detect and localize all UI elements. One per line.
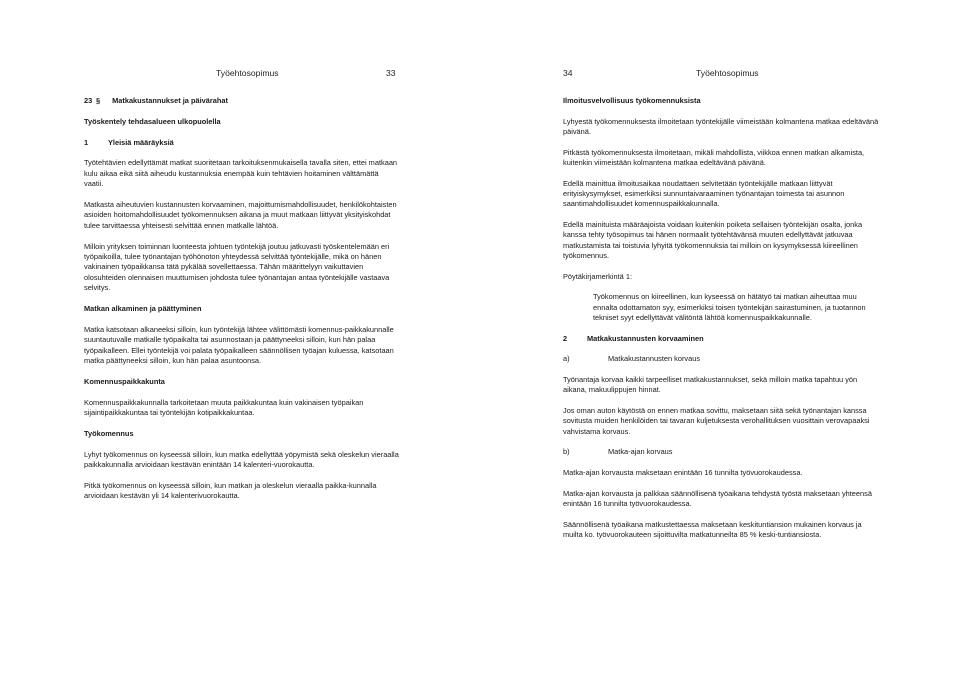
heading-title: Matkakustannusten korvaaminen	[587, 333, 704, 343]
label-a: a)	[563, 354, 570, 364]
paragraph: Pitkä työkomennus on kyseessä silloin, kun matkan ja oleskelun vieraalla paikka-kunnalla arvioidaan kestävän yli 14 kalenterivuorokautta.	[84, 480, 377, 501]
label-b-text: Matka-ajan korvaus	[608, 447, 673, 457]
paragraph: Jos oman auton käytöstä on ennen matkaa sovittu, maksetaan siitä sekä työnantajan kanssa sovitusta muiden henkilöiden tai tavaran kuljetuksesta verohallituksen vuosittain verovapaaksi vahvistama korvaus.	[563, 406, 870, 436]
heading-number: 1	[84, 137, 89, 147]
left-column	[84, 96, 399, 512]
left-header-title: Työehtosopimus	[216, 68, 279, 78]
section-title: Matkakustannukset ja päivärahat	[112, 96, 228, 105]
paragraph: Työnantaja korvaa kaikki tarpeelliset matkakustannukset, sekä milloin matka tapahtuu yön aikana, makuulippujen hinnat.	[563, 375, 858, 395]
paragraph: Matka-ajan korvausta maksetaan enintään 16 tunnilta työvuorokaudessa.	[563, 468, 803, 477]
paragraph: Lyhyestä työkomennuksesta ilmoitetaan työntekijälle viimeistään kolmantena matkaa edeltävänä päivänä.	[563, 116, 879, 136]
paragraph: Lyhyt työkomennus on kyseessä silloin, kun matka edellyttää yöpymistä sekä oleskelun vieraalla paikkakunnalla arvioidaan kestävän enintään 14 kalenteri-vuorokautta.	[84, 449, 399, 470]
heading-assignment-locality: Komennuspaikkakunta	[84, 376, 165, 386]
right-header-title: Työehtosopimus	[696, 68, 759, 78]
paragraph: Työtehtävien edellyttämät matkat suoritetaan tarkoituksenmukaisella tavalla siten, ettei matkaan kulu aikaa eikä siitä aiheudu kustannuksia enempää kuin tehtävien hoitaminen välttämättä vaatii.	[84, 158, 398, 189]
section-symbol: §	[96, 96, 101, 105]
paragraph: Pitkästä työkomennuksesta ilmoitetaan, mikäli mahdollista, viikkoa ennen matkan alkamista, kuitenkin viimeistään kolmantena matkaa edeltävänä päivänä.	[563, 147, 865, 167]
paragraph: Matkasta aiheutuvien kustannusten korvaaminen, majoittumismahdollisuudet, henkilökohtaisten asioiden hoitomahdollisuudet työkomennuksen aikana ja muut matkaan liittyvät yksityiskohdat tulee tarvittaessa yhteisesti selvittää ennen matkalle lähtöä.	[84, 200, 397, 230]
heading-cost-compensation	[563, 334, 881, 344]
paragraph: Milloin yrityksen toiminnan luonteesta johtuen työntekijä joutuu jatkuvasti työskentelemään eri työpaikoilla, tulee työnantajan työhönoton yhteydessä selvittää työntekijälle, mikä on hänen vakinainen työpaikkansa tätä pykälää sovellettaessa. Tähän määrittelyyn vaikuttavien olosuhteiden olennaisen muuttumisen johdosta tulee työnantajan antaa työntekijälle vastaava selvitys.	[84, 241, 390, 293]
paragraph: Komennuspaikkakunnalla tarkoitetaan muuta paikkakuntaa kuin vakinaisen työpaikan sijaintipaikkakuntaa tai työntekijän kotipaikkakuntaa.	[84, 397, 364, 418]
subheading-b	[563, 447, 881, 457]
label-b: b)	[563, 447, 570, 457]
section-number: 23	[84, 96, 93, 105]
paragraph: Matka-ajan korvausta ja palkkaa säännöllisenä työaikana tehdystä työstä maksetaan yhteensä enintään 16 tunnilta työvuorokaudessa.	[563, 488, 872, 508]
section-heading	[84, 96, 399, 106]
paragraph: Säännöllisenä työaikana matkustettaessa maksetaan keskituntiansion mukainen korvaus ja muilta ko. työvuorokauteen sijoittuvilta matkatunneilta 85 % keski-tuntiansiosta.	[563, 519, 862, 539]
heading-work-assignment: Työkomennus	[84, 428, 134, 438]
paragraph: Edellä mainittua ilmoitusaikaa noudattaen selvitetään työntekijälle matkaan liittyvät erityiskysymykset, esimerkiksi sunnuntaivaraaminen työnantajan toimesta tai asunnon saantimahdollisuudet komennuspaikkakunnalla.	[563, 178, 845, 209]
protocol-note-label: Pöytäkirjamerkintä 1:	[563, 271, 633, 281]
left-page-number: 33	[386, 68, 396, 78]
heading-title: Yleisiä määräyksiä	[108, 137, 174, 147]
label-a-text: Matkakustannusten korvaus	[608, 354, 701, 364]
protocol-note-text: Työkomennus on kiireellinen, kun kyseessä on hätätyö tai matkan aiheuttaa muu ennalta odottamaton syy, esimerkiksi toisen työntekijän sairastuminen, ja tuotannon tekniset syyt edellyttävät välitöntä lähtöä komennuspaikkakunnalle.	[593, 292, 866, 323]
right-page-number: 34	[563, 68, 573, 78]
heading-notification-duty: Ilmoitusvelvollisuus työkomennuksista	[563, 96, 701, 105]
right-page	[480, 0, 960, 674]
heading-number: 2	[563, 333, 568, 343]
subtitle: Työskentely tehdasalueen ulkopuolella	[84, 116, 221, 126]
right-column	[563, 96, 881, 551]
paragraph: Matka katsotaan alkaneeksi silloin, kun työntekijä lähtee välittömästi komennus-paikkakunnalle suuntautuvalle matkalle työpaikalta tai asunnostaan ja päättyneeksi silloin, kun hän palaa työpaikalleen. Ellei työntekijä voi palata työpaikalleen säännöllisen työajan kuluessa, katsotaan matka päättyneeksi silloin, kun hän palaa asuntoonsa.	[84, 324, 394, 366]
paragraph: Edellä mainituista määräajoista voidaan kuitenkin poiketa sellaisen työntekijän osalta, jonka kanssa tehty työsopimus tai hänen normaalit työtehtävänsä muuten edellyttävät jatkuvaa matkustamista tai toistuvia lyhyitä työkomennuksia tai milloin on kysymyksessä kiireellinen työkomennus.	[563, 220, 863, 261]
subheading-a	[563, 354, 881, 364]
heading-travel-start-end: Matkan alkaminen ja päättyminen	[84, 304, 202, 314]
heading-general	[84, 138, 399, 148]
